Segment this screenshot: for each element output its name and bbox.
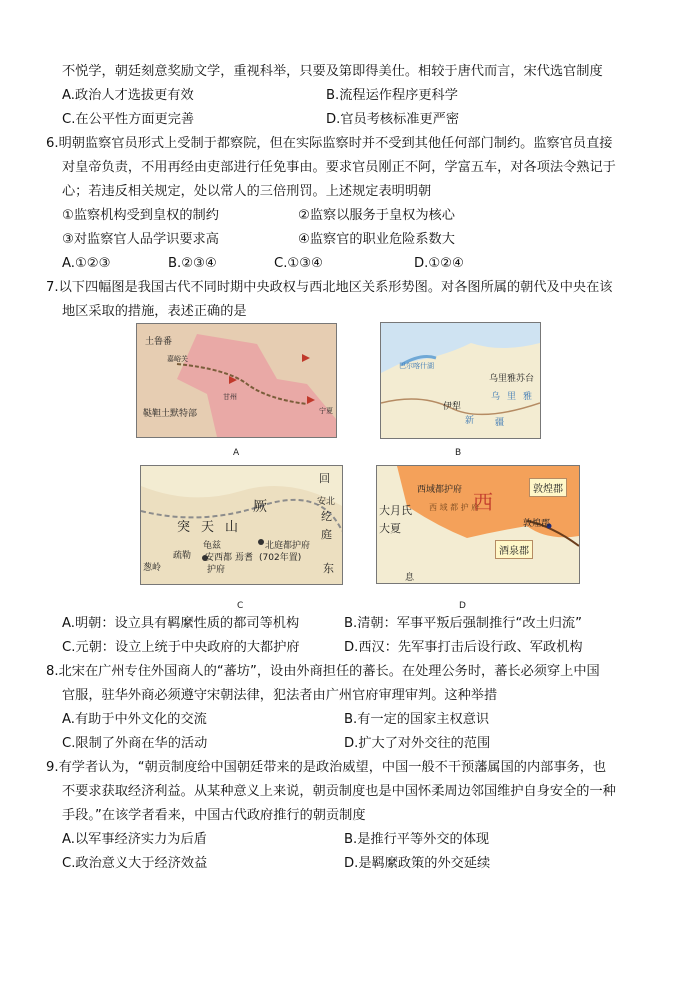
q6-statement-2: ②监察以服务于皇权为核心 (298, 208, 455, 223)
map-c-label-shan: 山 (225, 520, 239, 535)
q8-option-b[interactable]: B.有一定的国家主权意识 (344, 712, 490, 727)
map-c-label-dong: 东 (323, 562, 334, 575)
q5-option-a[interactable]: A.政治人才选拔更有效 (62, 88, 194, 103)
map-a-label-turpan: 土鲁番 (145, 337, 173, 347)
q8-option-a[interactable]: A.有助于中外文化的交流 (62, 712, 207, 727)
map-d-label-dayuezhi: 大月氏 (379, 504, 412, 517)
map-b-label-ya: 雅 (523, 392, 533, 402)
q6-stem-line3: 心；若违反相关规定，处以常人的三倍刑罚。上述规定表明明朝 (62, 184, 432, 199)
map-c-label-shule: 疏勒 (173, 551, 192, 561)
q5-option-b[interactable]: B.流程运作程序更科学 (326, 88, 458, 103)
map-c-label-hufu: 护府 (207, 565, 226, 575)
q6-stem-line1: 6.明朝监察官员形式上受制于都察院，但在实际监察时并不受到其他任何部门制约。监察官员直接 (46, 136, 613, 151)
q6-statement-1: ①监察机构受到皇权的制约 (62, 208, 219, 223)
map-c-caption: C (237, 601, 244, 611)
map-c-shapes (141, 466, 342, 584)
q9-stem-line2: 不要求获取经济利益。从某种意义上来说，朝贡制度也是中国怀柔周边邻国维护自身安全的一种 (62, 784, 616, 799)
q7-option-d[interactable]: D.西汉：先军事打击后设行政、军政机构 (344, 640, 583, 655)
q9-option-c[interactable]: C.政治意义大于经济效益 (62, 856, 208, 871)
q5-option-d[interactable]: D.官员考核标准更严密 (326, 112, 460, 127)
map-c-label-702: (702年置) (259, 553, 302, 563)
q9-option-d[interactable]: D.是羁縻政策的外交延续 (344, 856, 491, 871)
map-d-label-xi2: 息 (405, 573, 415, 583)
map-b-label-ili: 伊犁 (443, 402, 462, 412)
q9-option-a[interactable]: A.以军事经济实力为后盾 (62, 832, 207, 847)
map-b-caption: B (455, 448, 462, 458)
map-c-label-he: 纥 (321, 510, 332, 523)
q6-stem-line2: 对皇帝负责，不用再经由吏部进行任免事由。要求官员刚正不阿，学富五车，对各项法令熟记于 (62, 160, 616, 175)
map-c-label-tian: 天 (201, 520, 215, 535)
map-a-caption: A (233, 448, 240, 458)
map-d-western-han (376, 465, 580, 584)
map-c-tang (140, 465, 343, 585)
map-a-label-ningxia: 宁夏 (319, 407, 333, 415)
map-c-label-tu: 突 (177, 520, 191, 535)
map-c-label-anxi: 安西都 (205, 553, 233, 563)
q5-stem: 不悦学，朝廷刻意奖励文学，重视科举，只要及第即得美仕。相较于唐代而言，宋代选官制度 (62, 64, 603, 79)
q7-option-b[interactable]: B.清朝：军事平叛后强制推行“改土归流” (344, 616, 582, 631)
map-d-label-daxia: 大夏 (379, 522, 401, 535)
map-d-callout-dunhuang: 敦煌郡 (529, 478, 567, 497)
map-d-label-xi: 西 (473, 490, 493, 514)
map-d-callout-jiuquan: 酒泉郡 (495, 540, 533, 559)
q6-statement-3: ③对监察官人品学识要求高 (62, 232, 219, 247)
q6-option-a[interactable]: A.①②③ (62, 256, 111, 271)
map-b-label-jiang: 疆 (495, 418, 505, 428)
map-b-label-uliastai: 乌里雅苏台 (489, 374, 535, 384)
map-b-label-wu: 乌 (491, 392, 501, 402)
map-c-label-yanqi: 焉耆 (235, 553, 254, 563)
q6-option-c[interactable]: C.①③④ (274, 256, 323, 271)
q6-option-d[interactable]: D.①②④ (414, 256, 464, 271)
map-a-ming (136, 323, 337, 438)
q6-option-b[interactable]: B.②③④ (168, 256, 217, 271)
map-b-label-li: 里 (507, 392, 517, 402)
map-a-label-jiayuguan: 嘉峪关 (167, 355, 188, 363)
map-d-label-dunhuang: 敦煌郡 (523, 519, 551, 529)
q7-option-c[interactable]: C.元朝：设立上统于中央政府的大都护府 (62, 640, 300, 655)
q9-stem-line3: 手段。”在该学者看来，中国古代政府推行的朝贡制度 (62, 808, 366, 823)
map-b-label-xin: 新 (465, 416, 475, 426)
q7-option-a[interactable]: A.明朝：设立具有羁縻性质的都司等机构 (62, 616, 300, 631)
map-c-label-anbei: 安北 (317, 497, 336, 507)
q8-option-c[interactable]: C.限制了外商在华的活动 (62, 736, 208, 751)
map-a-label-ganzhou: 甘州 (223, 393, 237, 401)
map-c-label-qiuci: 龟兹 (203, 541, 222, 551)
map-c-label-congling: 葱岭 (143, 563, 162, 573)
q7-stem-line1: 7.以下四幅图是我国古代不同时期中央政权与西北地区关系形势图。对各图所属的朝代及中央在该 (46, 280, 613, 295)
map-b-qing (380, 322, 541, 439)
q5-option-c[interactable]: C.在公平性方面更完善 (62, 112, 195, 127)
map-c-label-ting: 庭 (321, 528, 332, 541)
map-c-label-jue: 厥 (253, 499, 267, 515)
q9-option-b[interactable]: B.是推行平等外交的体现 (344, 832, 490, 847)
q8-stem-line1: 8.北宋在广州专住外国商人的“蕃坊”，设由外商担任的蕃长。在处理公务时，蕃长必须穿上中国 (46, 664, 600, 679)
q8-stem-line2: 官服，驻华外商必须遵守宋朝法律，犯法者由广州官府审理审判。这种举措 (62, 688, 498, 703)
map-a-label-tumed: 鞑靼土默特部 (143, 409, 198, 419)
map-d-caption: D (459, 601, 466, 611)
q9-stem-line1: 9.有学者认为，“朝贡制度给中国朝廷带来的是政治威望，中国一般不干预藩属国的内部事务，也 (46, 760, 607, 775)
map-c-label-beiting: 北庭都护府 (265, 541, 311, 551)
q6-statement-4: ④监察官的职业危险系数大 (298, 232, 455, 247)
q8-option-d[interactable]: D.扩大了对外交往的范围 (344, 736, 491, 751)
map-b-label-balkhash: 巴尔喀什湖 (399, 362, 434, 370)
q7-stem-line2: 地区采取的措施，表述正确的是 (62, 304, 247, 319)
map-d-label-xiyu-duhufu: 西域都护府 (417, 485, 463, 495)
map-d-label-xiyu-band: 西 域 都 护 府 (429, 503, 480, 512)
map-c-label-hui: 回 (319, 472, 330, 485)
